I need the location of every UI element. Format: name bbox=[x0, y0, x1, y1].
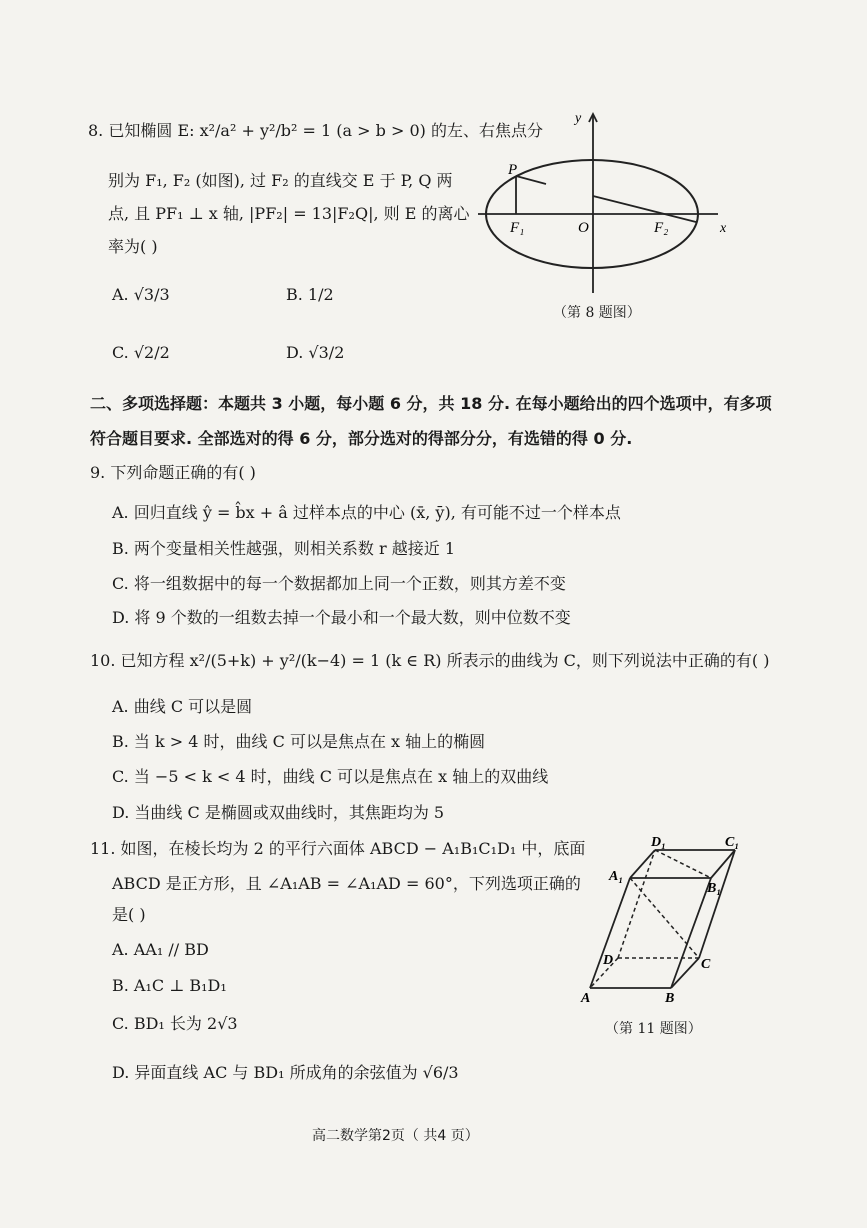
q11-option-c: C. BD₁ 长为 2√3 bbox=[112, 1014, 238, 1033]
label-p: P bbox=[508, 162, 518, 178]
q9-option-a: A. 回归直线 ŷ = b̂x + â 过样本点的中心 (x̄, ȳ), 有可能不过一个样本点 bbox=[112, 503, 621, 522]
q8-line-2: 别为 F₁, F₂ (如图), 过 F₂ 的直线交 E 于 P, Q 两 bbox=[108, 171, 453, 190]
q11-option-a: A. AA₁ // BD bbox=[112, 940, 209, 959]
q8-option-a: A. √3/3 bbox=[112, 285, 170, 304]
edge-d1a1 bbox=[630, 850, 655, 878]
edge-dd1 bbox=[618, 850, 655, 958]
q8-line-3: 点, 且 PF₁ ⊥ x 轴, |PF₂| = 13|F₂Q|, 则 E 的离心 bbox=[108, 204, 470, 223]
label-c1: C₁ bbox=[725, 835, 740, 850]
label-a1: A₁ bbox=[609, 869, 624, 884]
q9-option-b: B. 两个变量相关性越强，则相关系数 r 越接近 1 bbox=[112, 539, 456, 558]
label-o: O bbox=[578, 220, 589, 236]
q9-option-d: D. 将 9 个数的一组数去掉一个最小和一个最大数，则中位数不变 bbox=[112, 608, 571, 627]
segment-f2q bbox=[593, 196, 696, 222]
section2-line-1: 二、多项选择题：本题共 3 小题，每小题 6 分，共 18 分. 在每小题给出的四个选项中，有多项 bbox=[90, 394, 772, 413]
label-y: y bbox=[575, 111, 582, 126]
q10-stem: 10. 已知方程 x²/(5+k) + y²/(k−4) = 1 (k ∈ R) 所表示的曲线为 C，则下列说法中正确的有( ) bbox=[90, 651, 770, 670]
label-d: D bbox=[603, 953, 614, 968]
edge-cc1 bbox=[699, 850, 735, 958]
q9-stem: 9. 下列命题正确的有( ) bbox=[90, 463, 256, 482]
q11-figure bbox=[575, 830, 750, 1015]
q11-figure-caption: （第 11 题图） bbox=[605, 1021, 702, 1037]
q8-option-b: B. 1/2 bbox=[286, 285, 334, 304]
q8-option-d: D. √3/2 bbox=[286, 343, 345, 362]
q11-option-d: D. 异面直线 AC 与 BD₁ 所成角的余弦值为 √6/3 bbox=[112, 1063, 459, 1082]
section2-line-2: 符合题目要求. 全部选对的得 6 分，部分选对的得部分分，有选错的得 0 分. bbox=[90, 429, 633, 448]
label-b: B bbox=[665, 991, 675, 1006]
q11-line-3: 是( ) bbox=[112, 905, 146, 924]
q10-option-b: B. 当 k > 4 时，曲线 C 可以是焦点在 x 轴上的椭圆 bbox=[112, 732, 486, 751]
edge-b1c1 bbox=[711, 850, 735, 878]
q8-line-1: 8. 已知椭圆 E: x²/a² + y²/b² = 1 (a > b > 0) 的左、右焦点分 bbox=[88, 121, 543, 140]
label-b1: B₁ bbox=[707, 881, 722, 896]
q11-line-1: 11. 如图，在棱长均为 2 的平行六面体 ABCD − A₁B₁C₁D₁ 中，底面 bbox=[90, 839, 586, 858]
label-f1: F₁ bbox=[510, 220, 525, 236]
label-f2: F₂ bbox=[654, 220, 669, 236]
label-x: x bbox=[720, 221, 727, 236]
q9-option-c: C. 将一组数据中的每一个数据都加上同一个正数，则其方差不变 bbox=[112, 574, 566, 593]
q10-option-a: A. 曲线 C 可以是圆 bbox=[112, 697, 253, 716]
label-d1: D₁ bbox=[651, 835, 666, 850]
q8-figure-caption: （第 8 题图） bbox=[553, 305, 641, 321]
q11-line-2: ABCD 是正方形，且 ∠A₁AB = ∠A₁AD = 60°，下列选项正确的 bbox=[112, 874, 581, 893]
q8-line-4: 率为( ) bbox=[108, 237, 158, 256]
label-a: A bbox=[581, 991, 591, 1006]
diagonal-a1c bbox=[630, 878, 699, 958]
q10-option-d: D. 当曲线 C 是椭圆或双曲线时，其焦距均为 5 bbox=[112, 803, 445, 822]
q10-option-c: C. 当 −5 < k < 4 时，曲线 C 可以是焦点在 x 轴上的双曲线 bbox=[112, 767, 549, 786]
q11-option-b: B. A₁C ⊥ B₁D₁ bbox=[112, 976, 227, 995]
segment-pf2-part bbox=[516, 176, 546, 184]
edge-bc bbox=[671, 958, 699, 988]
edge-aa1 bbox=[590, 878, 630, 988]
diagonal-b1d1 bbox=[655, 850, 711, 878]
label-c: C bbox=[701, 957, 711, 972]
q8-figure bbox=[478, 108, 733, 298]
q8-option-c: C. √2/2 bbox=[112, 343, 170, 362]
page-footer: 高二数学第2页（ 共4 页） bbox=[312, 1128, 479, 1144]
